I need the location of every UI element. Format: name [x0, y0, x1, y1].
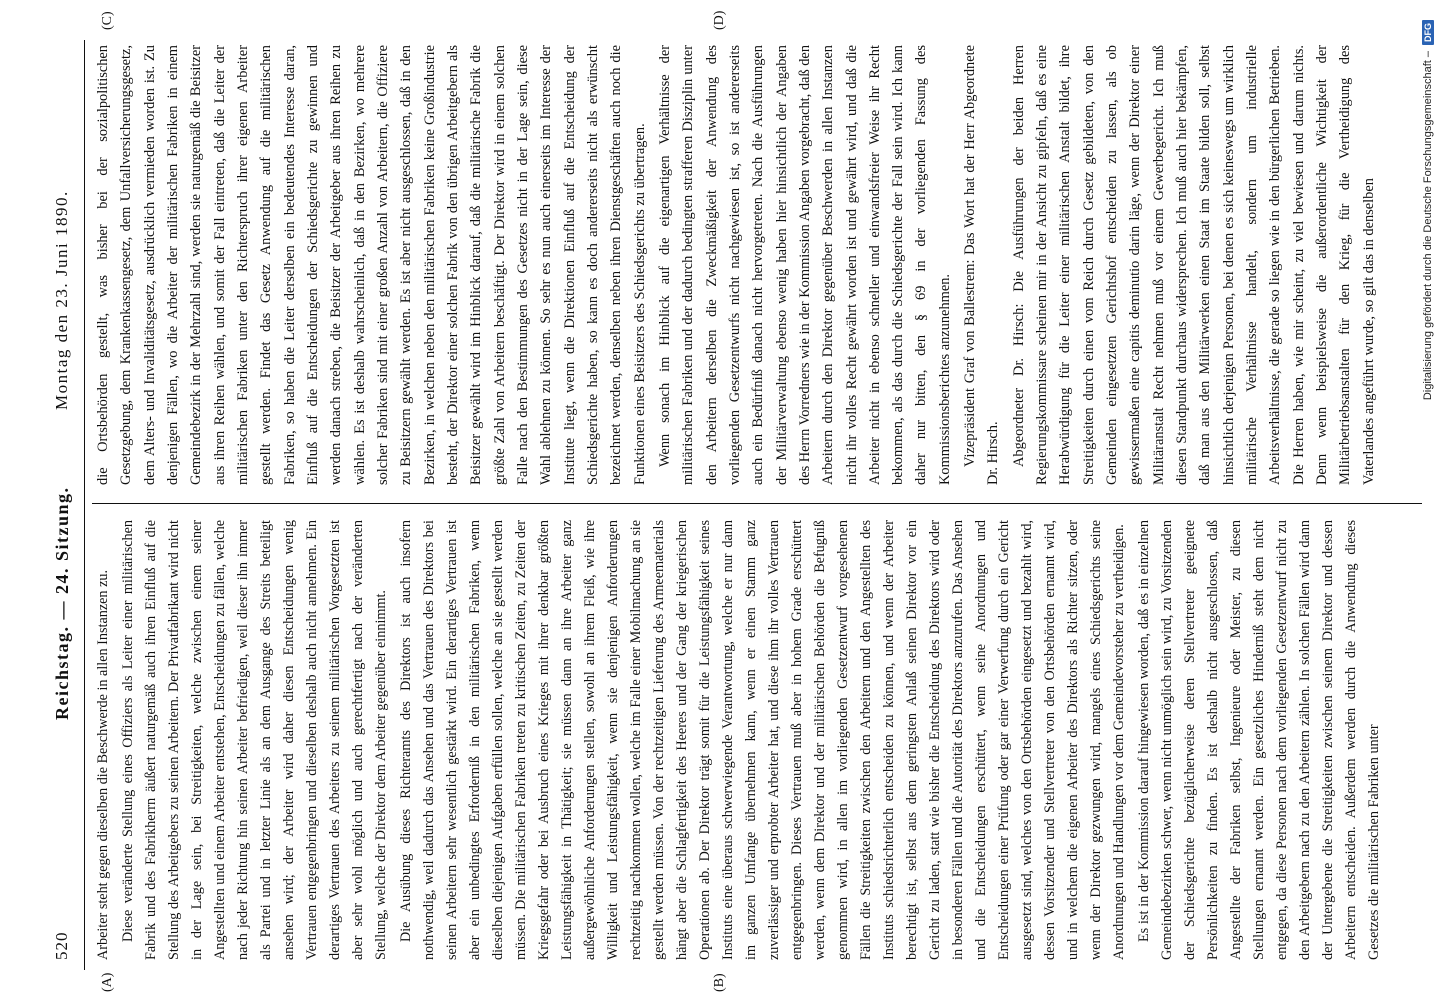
right-paragraph-1: die Ortsbehörden gestellt, was bisher bei der sozialpolitischen Gesetzgebung, dem Krankenkassengesetz, dem Unfallversicherungsgesetz, dem Alters- und Invaliditätsgesetz, ausdrücklich vermieden worden ist. Zu denjenigen Fällen, wo die Arbeiter der militärischen Fabriken in einem Gemeindebezirk in der Mehrzahl sind, werden sie naturgemäß die Beisitzer aus ihren Reihen wählen, und somit der Fall eintreten, daß die Leiter der militärischen Fabriken unter den Richterspruch ihrer eigenen Arbeiter gestellt werden. Findet das Gesetz Anwendung auf die militärischen Fabriken, so haben die Leiter derselben ein bedeutendes Interesse daran, Einfluß auf die Entscheidungen der Schiedsgerichte zu gewinnen und werden danach streben, die Beisitzer der Arbeitgeber aus ihren Reihen zu wählen. Es ist deshalb wahrscheinlich, daß in den Bezirken, wo mehrere solcher Fabriken sind mit einer großen Anzahl von Arbeitern, die Offiziere zu Beisitzern gewählt werden. Es ist aber nicht ausgeschlossen, daß in den Bezirken, in welchen neben den militärischen Fabriken keine Großindustrie besteht, der Direktor einer solchen Fabrik von den übrigen Arbeitgebern als Beisitzer gewählt wird im Hinblick darauf, daß die militärische Fabrik die größte Zahl von Arbeitern beschäftigt. Der Direktor wird in einem solchen Falle nach den Bestimmungen des Gesetzes nicht in der Lage sein, diese Wahl ablehnen zu können. So sehr es nun auch einerseits im Interesse der Institute liegt, wenn die Direktionen Einfluß auf die Entscheidung der Schiedsgerichte haben, so kann es doch andererseits nicht als erwünscht bezeichnet werden, denselben neben ihren Dienstgeschäften auch noch die Funktionen eines Beisitzers des Schiedsgerichts zu übertragen. — [95, 45, 648, 485]
digitization-note — [1416, 0, 1438, 1000]
header-rule — [84, 40, 85, 970]
header-right-title: Montag den 23. Juni 1890. — [52, 190, 71, 410]
header-left-title: Reichstag. — 24. Sitzung. — [52, 486, 72, 720]
digitization-note-text: Digitalisierung gefördert durch die Deutsche Forschungsgemeinschaft – — [1422, 51, 1434, 401]
right-paragraph-2: Wenn sonach im Hinblick auf die eigenartigen Verhältnisse der militärischen Fabriken und der dadurch bedingten strafferen Disziplin unter den Arbeitern derselben die Zweckmäßigkeit der Anwendung des vorliegenden Gesetzentwurfs nicht nachgewiesen ist, so ist andererseits auch ein Bedürfniß danach nicht hervorgetreten. Nach die Ausführungen der Militärverwaltung ebenso wenig haben hier hinsichtlich der Angaben des Herrn Vorredners wie in der Kommission Angaben vorgebracht, daß den Arbeitern durch den Direktor gegenüber Beschwerden in allen Instanzen nicht ihr volles Recht gewährt worden ist und gewährt wird, und daß die Arbeiter nicht in ebenso schneller und einwandsfreier Weise ihr Recht bekommen, als das durch die Schiedsgerichte der Fall sein wird. Ich kann daher nur bitten, den § 69 in der vorliegenden Fassung des Kommissionsberichtes anzunehmen. — [656, 44, 953, 485]
left-paragraph-1: Arbeiter steht gegen dieselben die Beschwerde in allen Instanzen zu. — [95, 569, 111, 960]
margin-marker-a: (A) — [100, 972, 115, 992]
right-paragraph-3: Vizepräsident Graf von Ballestrem: Das Wort hat der Herr Abgeordnete Dr. Hirsch. — [962, 45, 1002, 485]
right-paragraph-4: Abgeordneter Dr. Hirsch: Die Ausführungen der beiden Herren Regierungskommissare scheinen mir in der Ansicht zu gipfeln, daß es eine Herabwürdigung für die Leiter einer militärischen Anstalt bildet, ihre Streitigkeiten durch einen vom Reich durch Gesetz gebildeten, von den Gemeinden eingesetzten Gerichtshof entscheiden zu lassen, als ob gewissermaßen eine capitis deminutio darin läge, wenn der Direktor einer Militäranstalt Recht nehmen muß vor einem Gewerbegericht. Ich muß diesen Standpunkt durchaus widersprechen. Ich muß auch hier bekämpfen, daß man aus den Militärwerken einen Staat im Staate bilden soll, selbst hinsichtlich derjenigen Personen, bei denen es sich keineswegs um wirklich militärische Verhältnisse handelt, sondern um industrielle Arbeitsverhältnisse, die gerade so liegen wie in den bürgerlichen Betrieben. Die Herren haben, wie mir scheint, zu viel bewiesen und darum nichts. Denn wenn beispielsweise die außerordentliche Wichtigkeit der Militärbetriebsanstalten für den Krieg, für die Vertheidigung des Vaterlandes angeführt wurde, so gilt das in denselben — [1010, 45, 1377, 485]
left-paragraph-4: Es ist in der Kommission darauf hingewiesen worden, daß es in einzelnen Gemeindebezirken schwer, wenn nicht unmöglich sein wird, zu Vorsitzenden der Schiedsgerichte bezüglicherweise deren Stellvertreter geeignete Persönlichkeiten zu finden. Es ist deshalb nicht ausgeschlossen, daß Angestellte der Fabriken selbst, Ingenieure oder Meister, zu diesen Stellungen ernannt werden. Ein gesetzliches Hinderniß steht dem nicht entgegen, da diese Personen nach dem vorliegenden Gesetzentwurf nicht zu den Arbeitgebern nach zu den Arbeitern zählen. In solchen Fällen wird dann der Untergebene die Streitigkeiten zwischen seinem Direktor und dessen Arbeitern entscheiden. Außerdem werden durch die Anwendung dieses Gesetzes die militärischen Fabriken unter — [1136, 520, 1382, 960]
left-column — [92, 520, 1388, 960]
left-paragraph-2: Diese veränderte Stellung eines Offiziers als Leiter einer militärischen Fabrik und des Fabrikherrn äußert naturgemäß auch ihren Einfluß auf die Stellung des Arbeitgebers zu seinen Arbeitern. Der Privatfabrikant wird nicht in der Lage sein, bei Streitigkeiten, welche zwischen einem seiner Angestellten und einem Arbeiter entstehen, Entscheidungen zu fällen, welche nach jeder Richtung hin seinen Arbeiter befriedigen, weil dieser ihn immer als Partei und in letzter Linie als an dem Ausgange des Streits beteiligt ansehen wird; der Arbeiter wird daher diesen Entscheidungen wenig Vertrauen entgegenbringen und dieselben deshalb auch nicht annehmen. Ein derartiges Vertrauen des Arbeiters zu seinem militärischen Vorgesetzten ist aber sehr wohl möglich und auch gerechtfertigt nach der veränderten Stellung, welche der Direktor dem Arbeiter gegenüber einnimmt. — [120, 520, 389, 960]
dfg-logo-icon: DFG — [1422, 20, 1434, 45]
margin-marker-c: (C) — [100, 11, 115, 30]
right-column — [92, 45, 1383, 485]
left-paragraph-3: Die Ausübung dieses Richteramts des Direktors ist auch insofern nothwendig, weil dadurch das Ansehen und das Vertrauen des Direktors bei seinen Arbeitern sehr wesentlich gestärkt wird. Ein derartiges Vertrauen ist aber ein unbedingtes Erforderniß in den militärischen Fabriken, wenn dieselben diejenigen Aufgaben erfüllen sollen, welche an sie gestellt werden müssen. Die militärischen Fabriken treten zu kritischen Zeiten, zu Zeiten der Kriegsgefahr oder bei Ausbruch eines Krieges mit ihrer denkbar größten Leistungsfähigkeit in Thätigkeit; sie müssen dann an ihre Arbeiter ganz außergewöhnliche Anforderungen stellen, sowohl an ihrem Fleiß, wie ihre Willigkeit und Leistungsfähigkeit, wenn sie denjenigen Anforderungen rechtzeitig nachkommen wollen, welche im Falle einer Mobilmachung an sie gestellt werden müssen. Von der rechtzeitigen Lieferung des Armeematerials hängt aber die Schlagfertigkeit des Heeres und der Gang der kriegerischen Operationen ab. Der Direktor trägt somit für die Leistungsfähigkeit seines Instituts eine überaus schwerwiegende Verantwortung, welche er nur dann im ganzen Umfange übernehmen kann, wenn er einen Stamm ganz zuverlässiger und erprobter Arbeiter hat, und diese ihm ihr volles Vertrauen entgegenbringen. Dieses Vertrauen muß aber in hohem Grade erschüttert werden, wenn dem Direktor und der militärischen Behörden die Befugniß genommen wird, in allen im vorliegenden Gesetzentwurf vorgesehenen Fällen die Streitigkeiten zwischen den Arbeitern und den Angestellten des Instituts schiedsrichterlich entscheiden zu können, und wenn der Arbeiter berechtigt ist, selbst aus dem geringsten Anlaß seinen Direktor vor ein Gericht zu laden, statt wie bisher die Entscheidung des Direktors wird oder in besonderen Fällen und die Autorität des Direktors anzurufen. Das Ansehen und die Entscheidungen erschüttert, wenn seine Anordnungen und Entscheidungen einer Prüfung oder gar einer Verwerfung durch ein Gericht ausgesetzt sind, welches von den Ortsbehörden eingesetzt und bezahlt wird, dessen Vorsitzender und Stellvertreter von den Ortsbehörden ernannt wird, und in welchem die eigenen Arbeiter des Direktors als Richter sitzen, oder wenn der Direktor gezwungen wird, mangels eines Schiedsgerichts seine Anordnungen und Handlungen vor dem Gemeindevorsteher zu vertheidigen. — [398, 520, 1127, 960]
margin-marker-b: (B) — [712, 973, 727, 992]
column-divider — [92, 503, 1422, 504]
margin-marker-d: (D) — [712, 10, 727, 30]
page-number: 520 — [52, 931, 71, 960]
